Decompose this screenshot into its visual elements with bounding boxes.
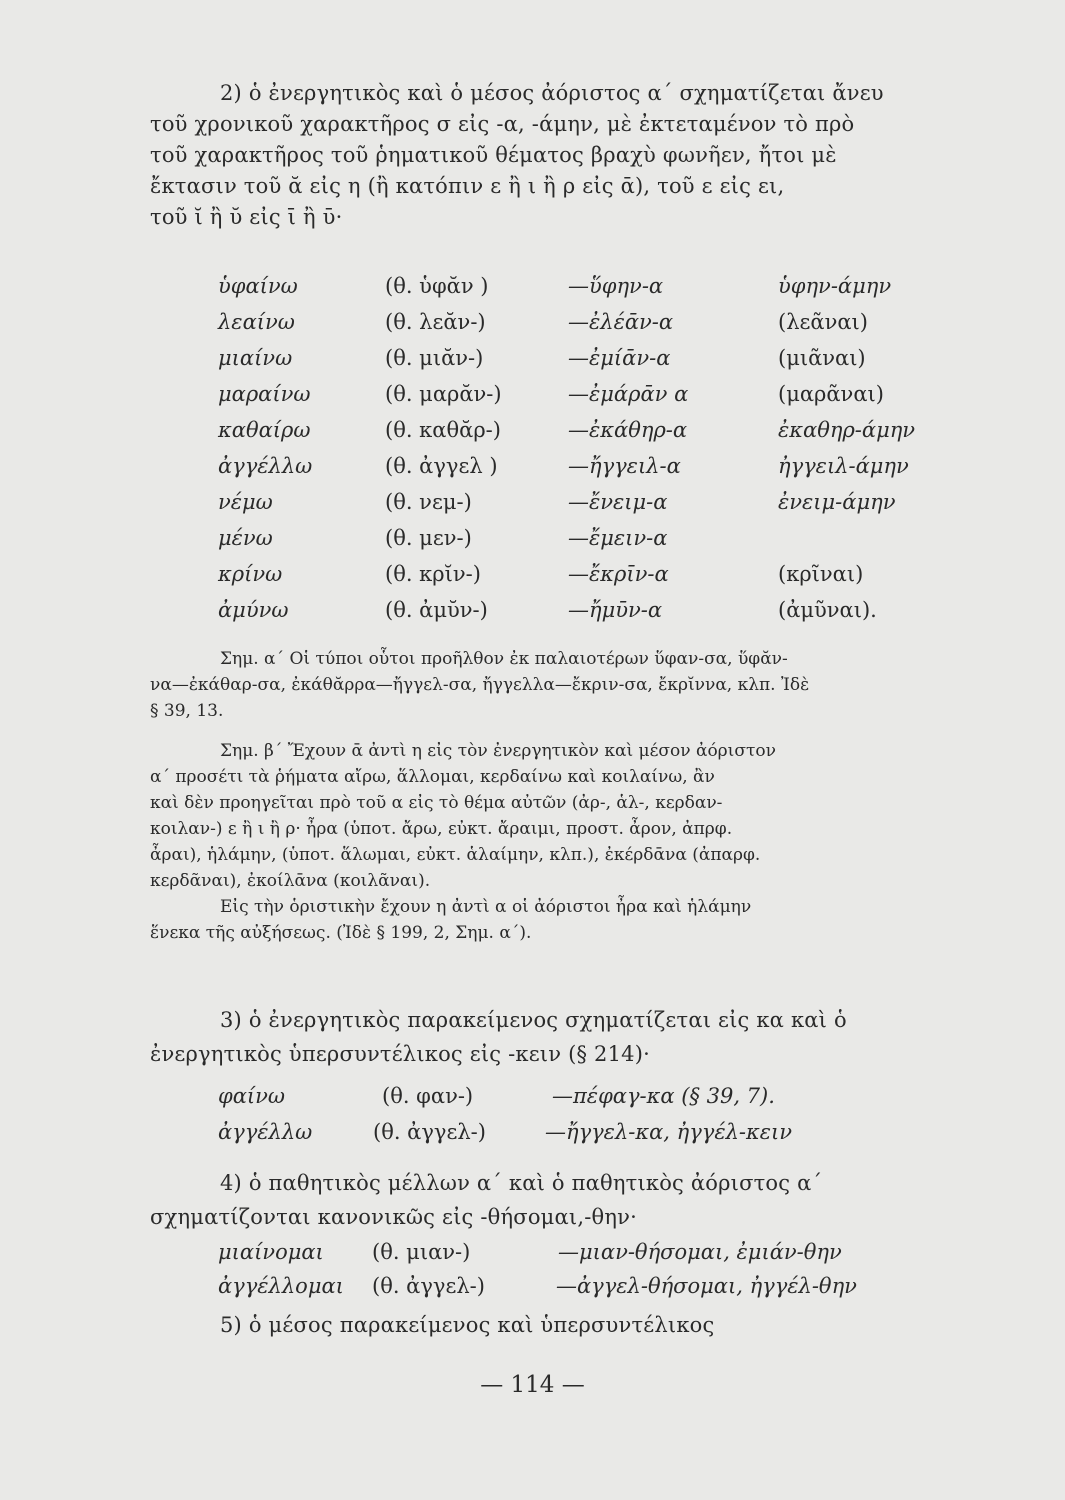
- text-line: ἐνεργητικὸς ὑπερσυντέλικος εἰς -κειν (§ 214)·: [150, 1042, 650, 1066]
- active-form: —ἔκρῑν-α: [568, 562, 669, 586]
- active-form: —ὕφην-α: [568, 274, 664, 298]
- active-form: —ἐμίᾱν-α: [568, 346, 671, 370]
- page-number: — 114 —: [480, 1372, 585, 1398]
- table-row: [0, 1084, 1065, 1120]
- table-row: [0, 346, 1065, 382]
- text-line: ἔκτασιν τοῦ ᾰ εἰς η (ἢ κατόπιν ε ἢ ι ἢ ρ εἰς ᾱ), τοῦ ε εἰς ει,: [150, 174, 785, 198]
- stem: (θ. ἀγγελ-): [372, 1274, 485, 1298]
- middle-form: ὑφην-άμην: [778, 274, 892, 298]
- table-row: [0, 562, 1065, 598]
- note-line: ἆραι), ἡλάμην, (ὑποτ. ἅλωμαι, εὐκτ. ἁλαίμην, κλπ.), ἐκέρδᾱνα (ἀπαρφ.: [150, 845, 761, 865]
- stem: (θ. μαρᾰν-): [385, 382, 502, 406]
- stem: (θ. μιᾰν-): [385, 346, 484, 370]
- verb: μένω: [218, 526, 273, 550]
- active-form: —ἔμειν-α: [568, 526, 668, 550]
- middle-form: (ἀμῦναι).: [778, 598, 877, 622]
- verb: ἀγγέλλω: [218, 454, 313, 478]
- stem: (θ. ἀγγελ-): [373, 1120, 486, 1144]
- text-line: 5) ὁ μέσος παρακείμενος καὶ ὑπερσυντέλικος: [220, 1313, 715, 1337]
- stem: (θ. μιαν-): [372, 1240, 471, 1264]
- table-row: [0, 310, 1065, 346]
- stem: (θ. ἀγγελ ): [385, 454, 498, 478]
- note-b: [150, 738, 1040, 946]
- middle-form: ἠγγειλ-άμην: [778, 454, 909, 478]
- note-line: ἕνεκα τῆς αὐξήσεως. (Ἰδὲ § 199, 2, Σημ. α΄).: [150, 923, 532, 943]
- text-line: 3) ὁ ἐνεργητικὸς παρακείμενος σχηματίζεται εἰς κα καὶ ὁ: [220, 1008, 847, 1032]
- verb: μαραίνω: [218, 382, 311, 406]
- note-line: κοιλαν-) ε ἢ ι ἢ ρ· ἦρα (ὑποτ. ἄρω, εὐκτ. ἄραιμι, προστ. ἆρον, ἀπρφ.: [150, 819, 733, 839]
- section-3: [150, 1003, 1040, 1071]
- verb: φαίνω: [218, 1084, 286, 1108]
- active-form: —ἤμῡν-α: [568, 598, 663, 622]
- table-row: [0, 1240, 1065, 1276]
- stem: (θ. κρῐν-): [385, 562, 481, 586]
- stem: (θ. νεμ-): [385, 490, 472, 514]
- section-5: [150, 1308, 1040, 1342]
- table-row: [0, 418, 1065, 454]
- text-line: 2) ὁ ἐνεργητικὸς καὶ ὁ μέσος ἀόριστος α΄ σχηματίζεται ἄνευ: [220, 81, 884, 105]
- forms: —ἤγγελ-κα, ἠγγέλ-κειν: [545, 1120, 793, 1144]
- stem: (θ. ἀμῠν-): [385, 598, 488, 622]
- middle-form: ἐνειμ-άμην: [778, 490, 896, 514]
- table-row: [0, 382, 1065, 418]
- forms: —πέφαγ-κα (§ 39, 7).: [552, 1084, 775, 1108]
- middle-form: ἐκαθηρ-άμην: [778, 418, 916, 442]
- stem: (θ. μεν-): [385, 526, 472, 550]
- text-line: 4) ὁ παθητικὸς μέλλων α΄ καὶ ὁ παθητικὸς ἀόριστος α΄: [220, 1171, 823, 1195]
- verb: κρίνω: [218, 562, 283, 586]
- text-line: τοῦ χαρακτῆρος τοῦ ῥηματικοῦ θέματος βραχὺ φωνῆεν, ἤτοι μὲ: [150, 143, 837, 167]
- note-a: [150, 646, 1040, 724]
- verb: ἀγγέλλομαι: [218, 1274, 344, 1298]
- verb: καθαίρω: [218, 418, 311, 442]
- verb: λεαίνω: [218, 310, 295, 334]
- verb: ἀμύνω: [218, 598, 289, 622]
- middle-form: (μαρᾶναι): [778, 382, 884, 406]
- note-line: να—ἐκάθαρ-σα, ἐκάθᾰρρα—ἤγγελ-σα, ἤγγελλα—ἔκριν-σα, ἔκρῐννα, κλπ. Ἰδὲ: [150, 675, 810, 695]
- text-line: τοῦ χρονικοῦ χαρακτῆρος σ εἰς -α, -άμην, μὲ ἐκτεταμένον τὸ πρὸ: [150, 112, 855, 136]
- table-row: [0, 274, 1065, 310]
- active-form: —ἐκάθηρ-α: [568, 418, 688, 442]
- note-line: κερδᾶναι), ἐκοίλᾱνα (κοιλᾶναι).: [150, 871, 431, 891]
- text-line: τοῦ ῐ ἢ ῠ εἰς ῑ ἢ ῡ·: [150, 205, 343, 229]
- verb: ἀγγέλλω: [218, 1120, 313, 1144]
- table-row: [0, 1120, 1065, 1156]
- active-form: —ἐμάρᾱν α: [568, 382, 689, 406]
- active-form: —ἔνειμ-α: [568, 490, 668, 514]
- table-row: [0, 454, 1065, 490]
- middle-form: (κρῖναι): [778, 562, 864, 586]
- note-line: § 39, 13.: [150, 701, 224, 721]
- note-line: καὶ δὲν προηγεῖται πρὸ τοῦ α εἰς τὸ θέμα αὐτῶν (ἀρ-, ἁλ-, κερδαν-: [150, 793, 723, 813]
- stem: (θ. καθᾰρ-): [385, 418, 501, 442]
- verb: νέμω: [218, 490, 273, 514]
- intro-paragraph: [150, 78, 1040, 233]
- middle-form: (μιᾶναι): [778, 346, 866, 370]
- note-line: Σημ. β΄ Ἔχουν ᾱ ἀντὶ η εἰς τὸν ἐνεργητικὸν καὶ μέσον ἀόριστον: [220, 741, 776, 761]
- stem: (θ. ὑφᾰν ): [385, 274, 489, 298]
- active-form: —ἐλέᾱν-α: [568, 310, 674, 334]
- stem: (θ. λεᾰν-): [385, 310, 486, 334]
- note-line: Εἰς τὴν ὁριστικὴν ἔχουν η ἀντὶ α οἱ ἀόριστοι ἦρα καὶ ἡλάμην: [220, 897, 752, 917]
- table-row: [0, 598, 1065, 634]
- section-4: [150, 1166, 1040, 1234]
- verb: μιαίνω: [218, 346, 293, 370]
- table-row: [0, 1274, 1065, 1310]
- forms: —ἀγγελ-θήσομαι, ἠγγέλ-θην: [556, 1274, 857, 1298]
- text-line: σχηματίζονται κανονικῶς εἰς -θήσομαι,-θην·: [150, 1205, 637, 1229]
- table-row: [0, 490, 1065, 526]
- forms: —μιαν-θήσομαι, ἐμιάν-θην: [558, 1240, 842, 1264]
- stem: (θ. φαν-): [382, 1084, 474, 1108]
- active-form: —ἤγγειλ-α: [568, 454, 681, 478]
- table-row: [0, 526, 1065, 562]
- verb: ὑφαίνω: [218, 274, 298, 298]
- verb: μιαίνομαι: [218, 1240, 324, 1264]
- middle-form: (λεᾶναι): [778, 310, 868, 334]
- note-line: Σημ. α΄ Οἱ τύποι οὗτοι προῆλθον ἐκ παλαιοτέρων ὕφαν-σα, ὕφᾰν-: [220, 649, 788, 669]
- note-line: α΄ προσέτι τὰ ῥήματα αἴρω, ἅλλομαι, κερδαίνω καὶ κοιλαίνω, ἂν: [150, 767, 715, 787]
